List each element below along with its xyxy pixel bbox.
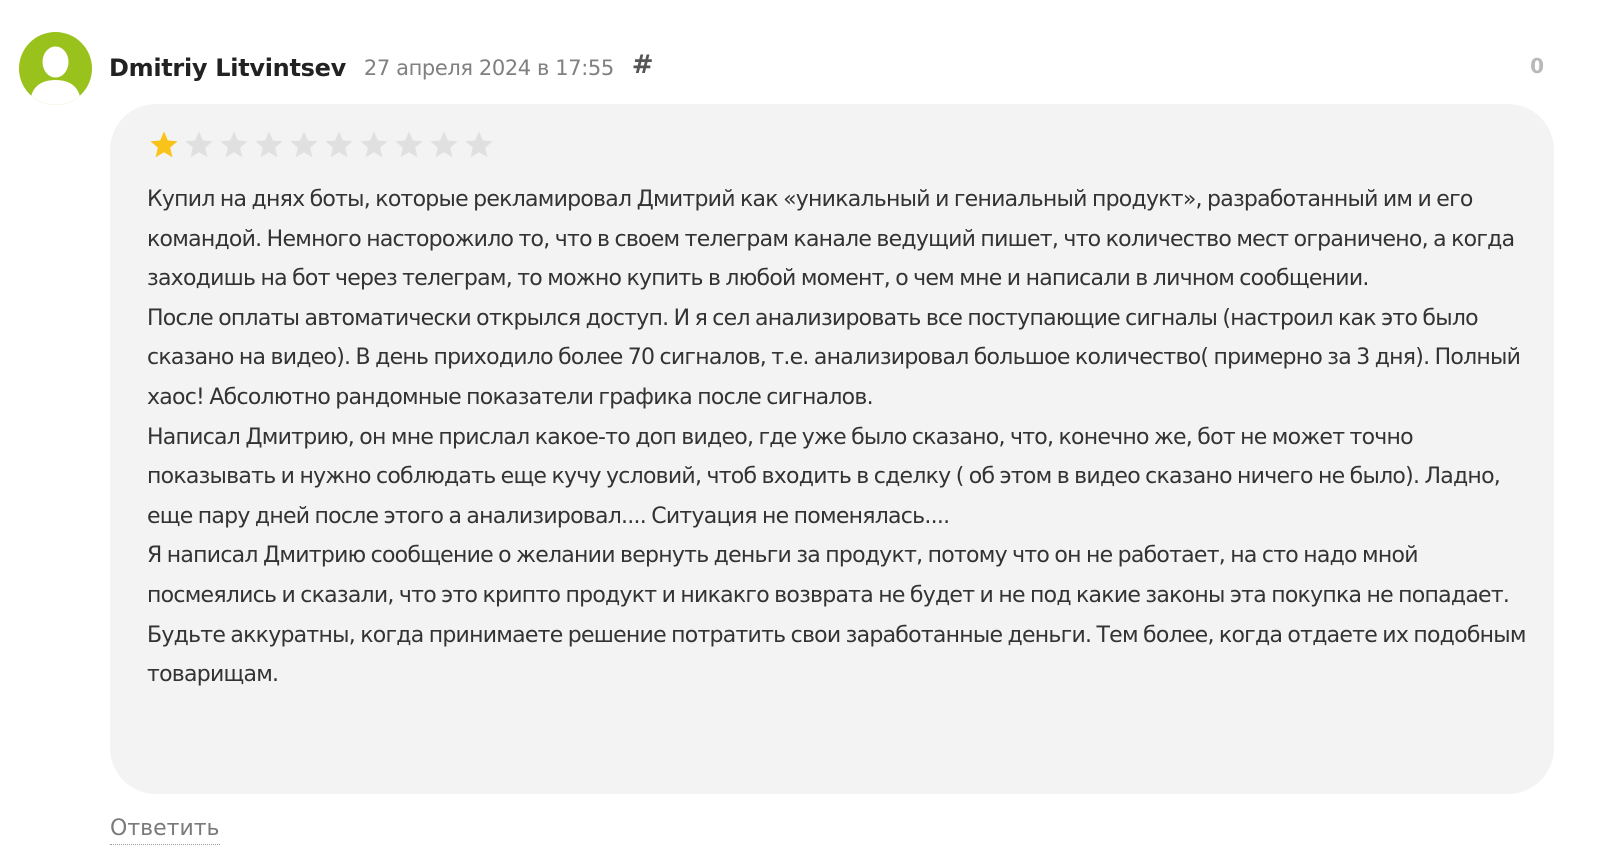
- star-empty-icon: [356, 126, 391, 164]
- comment-paragraph: Я написал Дмитрию сообщение о желании вернуть деньги за продукт, потому что он не работает, на сто надо мной посмеялись и сказали, что это крипто продукт и никакго возврата не будет и не под какие законы эта покупка не попадает.: [147, 543, 1510, 608]
- vote-count: 0: [1530, 54, 1544, 78]
- star-empty-icon: [286, 126, 321, 164]
- comment-paragraph: Написал Дмитрию, он мне прислал какое-то доп видео, где уже было сказано, что, конечно же, бот не может точно показывать и нужно соблюдать еще кучу условий, чтоб входить в сделку ( об этом в видео сказано ничего не было). Ладно, еще пару дней после этого а анализировал.... Ситуация не поменялась....: [147, 424, 1501, 529]
- comment-paragraph: Будьте аккуратны, когда принимаете решение потратить свои заработанные деньги. Тем более, когда отдаете их подобным товарищам.: [147, 622, 1526, 688]
- comment-paragraph: Купил на днях боты, которые рекламировал Дмитрий как «уникальный и гениальный продукт», разработанный им и его командой. Немного насторожило то, что в своем телеграм канале ведущий пишет, что количество мест ограничено, а когда заходишь на бот через телеграм, то можно купить в любой момент, о чем мне и написали в личном сообщении.: [147, 187, 1515, 292]
- reply-link[interactable]: Ответить: [110, 814, 220, 845]
- comment-date: 27 апреля 2024 в 17:55: [363, 56, 614, 80]
- star-empty-icon: [251, 126, 286, 164]
- star-empty-icon: [426, 126, 461, 164]
- star-empty-icon: [181, 126, 216, 164]
- star-filled-icon: [146, 126, 181, 164]
- permalink-anchor[interactable]: #: [631, 50, 654, 80]
- comment-header: [109, 50, 654, 86]
- user-silhouette-icon: [19, 32, 92, 105]
- star-empty-icon: [461, 126, 496, 164]
- avatar: [19, 32, 92, 105]
- star-rating: [146, 126, 496, 164]
- comment-bubble: [110, 104, 1554, 794]
- author-name: Dmitriy Litvintsev: [109, 54, 346, 82]
- star-empty-icon: [321, 126, 356, 164]
- comment-text: [147, 180, 1537, 695]
- comment-paragraph: После оплаты автоматически открылся доступ. И я сел анализировать все поступающие сигналы (настроил как это было сказано на видео). В день приходило более 70 сигналов, т.е. анализировал большое количество( примерно за 3 дня). Полный хаос! Абсолютно рандомные показатели графика после сигналов.: [147, 305, 1521, 410]
- star-empty-icon: [391, 126, 426, 164]
- star-empty-icon: [216, 126, 251, 164]
